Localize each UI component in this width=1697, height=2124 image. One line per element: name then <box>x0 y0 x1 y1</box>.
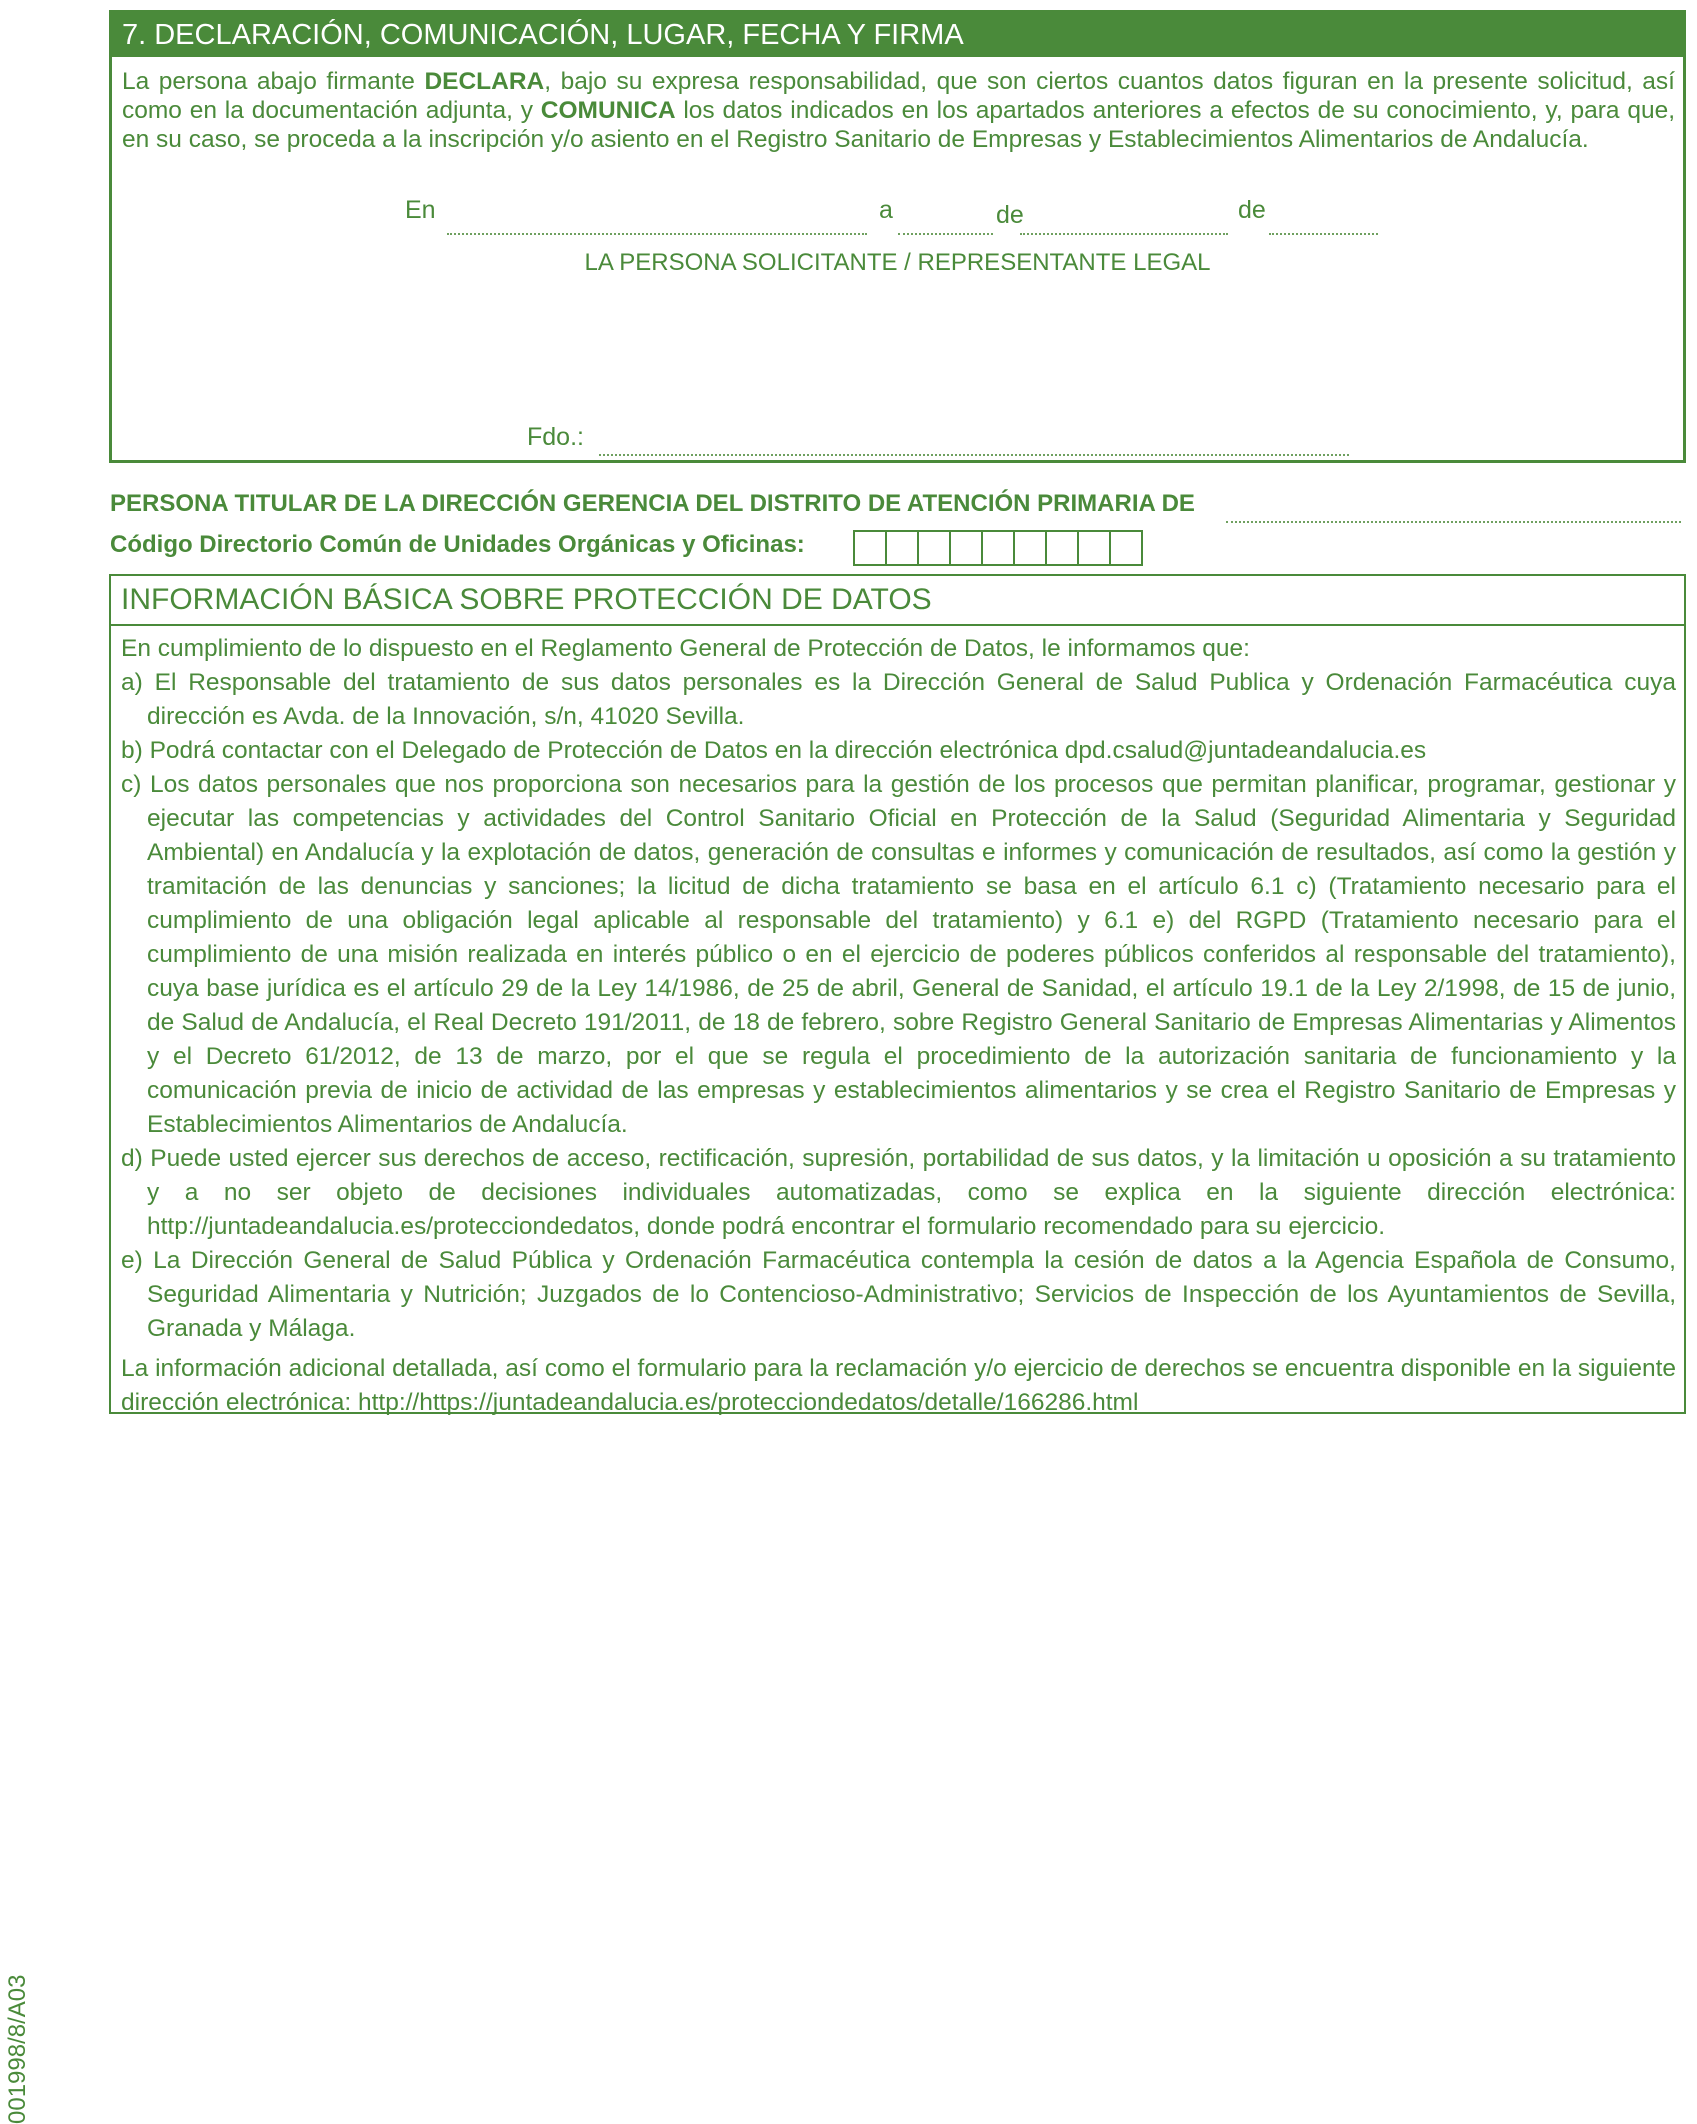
year-label: de <box>1238 196 1266 224</box>
day-label: a <box>879 196 893 224</box>
year-field[interactable] <box>1269 233 1378 235</box>
code-digit-box[interactable] <box>919 532 951 564</box>
section-title: 7. DECLARACIÓN, COMUNICACIÓN, LUGAR, FECHA Y FIRMA <box>112 13 1683 57</box>
data-protection-title: INFORMACIÓN BÁSICA SOBRE PROTECCIÓN DE DATOS <box>111 576 1684 626</box>
signer-title: LA PERSONA SOLICITANTE / REPRESENTANTE LEGAL <box>584 249 1211 276</box>
list-item: a) El Responsable del tratamiento de sus datos personales es la Dirección General de Salud Publica y Ordenación Farmacéutica cuya dirección es Avda. de la Innovación, s/n, 41020 Sevilla. <box>121 669 1676 730</box>
data-protection-section <box>109 574 1686 1414</box>
month-label: de <box>996 201 1024 229</box>
place-label: En <box>405 196 436 224</box>
closing-text: La información adicional detallada, así como el formulario para la reclamación y/o ejercicio de derechos se encuentra disponible en la siguiente dirección electrónica: http://https://juntadeandalucia.es/protecciondedatos/detalle/166286.html <box>121 1355 1676 1416</box>
data-protection-body <box>111 626 1684 1420</box>
declaration-section <box>109 10 1686 463</box>
code-digit-box[interactable] <box>1047 532 1079 564</box>
code-digit-box[interactable] <box>951 532 983 564</box>
code-digit-box[interactable] <box>1111 532 1141 564</box>
code-label: Código Directorio Común de Unidades Orgánicas y Oficinas: <box>110 531 805 558</box>
code-digit-box[interactable] <box>1015 532 1047 564</box>
declaration-part: los datos indicados en los apartados anteriores a efectos de su conocimiento, y, para que, en su caso, se proceda a la inscripción y/o asiento en el Registro Sanitario de Empresas y Establecimientos Alimentarios de Andalucía. <box>122 97 1675 153</box>
intro-text: En cumplimiento de lo dispuesto en el Reglamento General de Protección de Datos, le informamos que: <box>121 635 1250 662</box>
month-field[interactable] <box>1020 233 1228 235</box>
list-item: b) Podrá contactar con el Delegado de Protección de Datos en la dirección electrónica dpd.csalud@juntadeandalucia.es <box>121 737 1427 764</box>
code-digit-box[interactable] <box>855 532 887 564</box>
code-digit-box[interactable] <box>887 532 919 564</box>
place-field[interactable] <box>447 233 867 235</box>
declaration-part: , bajo su expresa responsabilidad, que son ciertos cuantos datos figuran en la presente solicitud, así como en la documentación adjunta, y <box>122 68 1675 124</box>
signature-field[interactable] <box>599 454 1349 456</box>
declaration-part: La persona abajo firmante <box>122 68 425 95</box>
list-item: d) Puede usted ejercer sus derechos de acceso, rectificación, supresión, portabilidad de sus datos, y la limitación u oposición a su tratamiento y a no ser objeto de decisiones individuales automatizadas, como se explica en la siguiente dirección electrónica: http://juntadeandalucia.es/protecciondedatos, donde podrá encontrar el formulario recomendado para su ejercicio. <box>121 1145 1676 1240</box>
code-digit-box[interactable] <box>983 532 1015 564</box>
document-code: 001998/8/A03 <box>4 1974 31 2124</box>
comunica-keyword: COMUNICA <box>540 97 676 124</box>
director-label: PERSONA TITULAR DE LA DIRECCIÓN GERENCIA DEL DISTRITO DE ATENCIÓN PRIMARIA DE <box>110 490 1195 517</box>
district-field[interactable] <box>1226 521 1681 523</box>
code-input[interactable] <box>853 530 1143 566</box>
list-item: e) La Dirección General de Salud Pública y Ordenación Farmacéutica contempla la cesión de datos a la Agencia Española de Consumo, Seguridad Alimentaria y Nutrición; Juzgados de lo Contencioso-Administrativo; Servicios de Inspección de los Ayuntamientos de Sevilla, Granada y Málaga. <box>121 1247 1676 1342</box>
list-item: c) Los datos personales que nos proporciona son necesarios para la gestión de los procesos que permitan planificar, programar, gestionar y ejecutar las competencias y actividades del Control Sanitario Oficial en Protección de la Salud (Seguridad Alimentaria y Seguridad Ambiental) en Andalucía y la explotación de datos, generación de consultas e informes y comunicación de resultados, así como la gestión y tramitación de las denuncias y sanciones; la licitud de dicha tratamiento se basa en el artículo 6.1 c) (Tratamiento necesario para el cumplimiento de una obligación legal aplicable al responsable del tratamiento) y 6.1 e) del RGPD (Tratamiento necesario para el cumplimiento de una misión realizada en interés público o en el ejercicio de poderes públicos conferidos al responsable del tratamiento), cuya base jurídica es el artículo 29 de la Ley 14/1986, de 25 de abril, General de Sanidad, el artículo 19.1 de la Ley 2/1998, de 15 de junio, de Salud de Andalucía, el Real Decreto 191/2011, de 18 de febrero, sobre Registro General Sanitario de Empresas Alimentarias y Alimentos y el Decreto 61/2012, de 13 de marzo, por el que se regula el procedimiento de la autorización sanitaria de funcionamiento y la comunicación previa de inicio de actividad de las empresas y establecimientos alimentarios y se crea el Registro Sanitario de Empresas y Establecimientos Alimentarios de Andalucía. <box>121 771 1676 1138</box>
signed-label: Fdo.: <box>527 423 584 451</box>
code-digit-box[interactable] <box>1079 532 1111 564</box>
declaration-text <box>122 67 1675 154</box>
declara-keyword: DECLARA <box>424 68 545 95</box>
day-field[interactable] <box>898 233 993 235</box>
